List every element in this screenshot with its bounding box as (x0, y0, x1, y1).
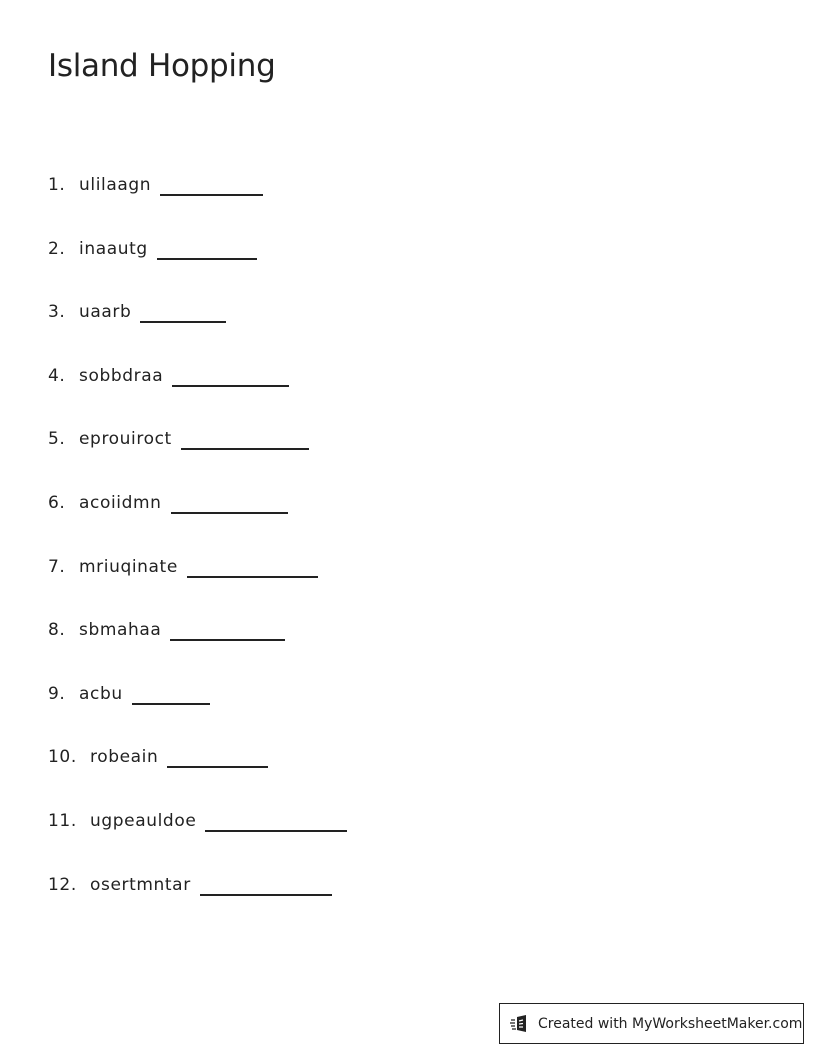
item-number: 4. (48, 365, 66, 386)
answer-blank[interactable] (157, 239, 257, 260)
answer-blank[interactable] (140, 302, 226, 323)
answer-blank[interactable] (171, 493, 288, 514)
created-with-badge[interactable] (499, 1003, 804, 1044)
item-number: 10. (48, 747, 77, 768)
list-item (48, 557, 347, 621)
scrambled-word: acoiidmn (79, 492, 162, 513)
answer-blank[interactable] (160, 175, 263, 196)
scrambled-word: robeain (90, 747, 159, 768)
scramble-list (48, 175, 347, 938)
item-number: 8. (48, 620, 66, 641)
scrambled-word: ulilaagn (79, 175, 152, 195)
answer-blank[interactable] (132, 684, 210, 705)
scrambled-word: ugpeauldoe (90, 810, 197, 831)
answer-blank[interactable] (205, 811, 347, 832)
list-item (48, 875, 347, 939)
answer-blank[interactable] (200, 875, 332, 896)
item-number: 12. (48, 874, 77, 895)
scrambled-word: uaarb (79, 302, 132, 323)
item-number: 11. (48, 810, 77, 831)
answer-blank[interactable] (172, 366, 289, 387)
answer-blank[interactable] (170, 620, 285, 641)
item-number: 1. (48, 175, 66, 195)
footer-text: Created with MyWorksheetMaker.com (538, 1015, 803, 1032)
scrambled-word: eprouiroct (79, 429, 172, 450)
scrambled-word: osertmntar (90, 874, 191, 895)
list-item (48, 302, 347, 366)
list-item (48, 684, 347, 748)
answer-blank[interactable] (181, 429, 309, 450)
item-number: 9. (48, 683, 66, 704)
item-number: 3. (48, 302, 66, 323)
worksheet-title: Island Hopping (48, 48, 276, 84)
list-item (48, 620, 347, 684)
scrambled-word: sbmahaa (79, 620, 162, 641)
item-number: 2. (48, 238, 66, 259)
item-number: 7. (48, 556, 66, 577)
scrambled-word: inaautg (79, 238, 148, 259)
list-item (48, 747, 347, 811)
list-item (48, 493, 347, 557)
scrambled-word: mriuqinate (79, 556, 178, 577)
list-item (48, 811, 347, 875)
list-item (48, 429, 347, 493)
scrambled-word: acbu (79, 683, 123, 704)
item-number: 6. (48, 492, 66, 513)
item-number: 5. (48, 429, 66, 450)
answer-blank[interactable] (187, 557, 318, 578)
scrambled-word: sobbdraa (79, 365, 164, 386)
worksheet-maker-logo-icon (510, 1013, 532, 1035)
list-item (48, 239, 347, 303)
list-item (48, 175, 347, 239)
answer-blank[interactable] (167, 747, 268, 768)
list-item (48, 366, 347, 430)
